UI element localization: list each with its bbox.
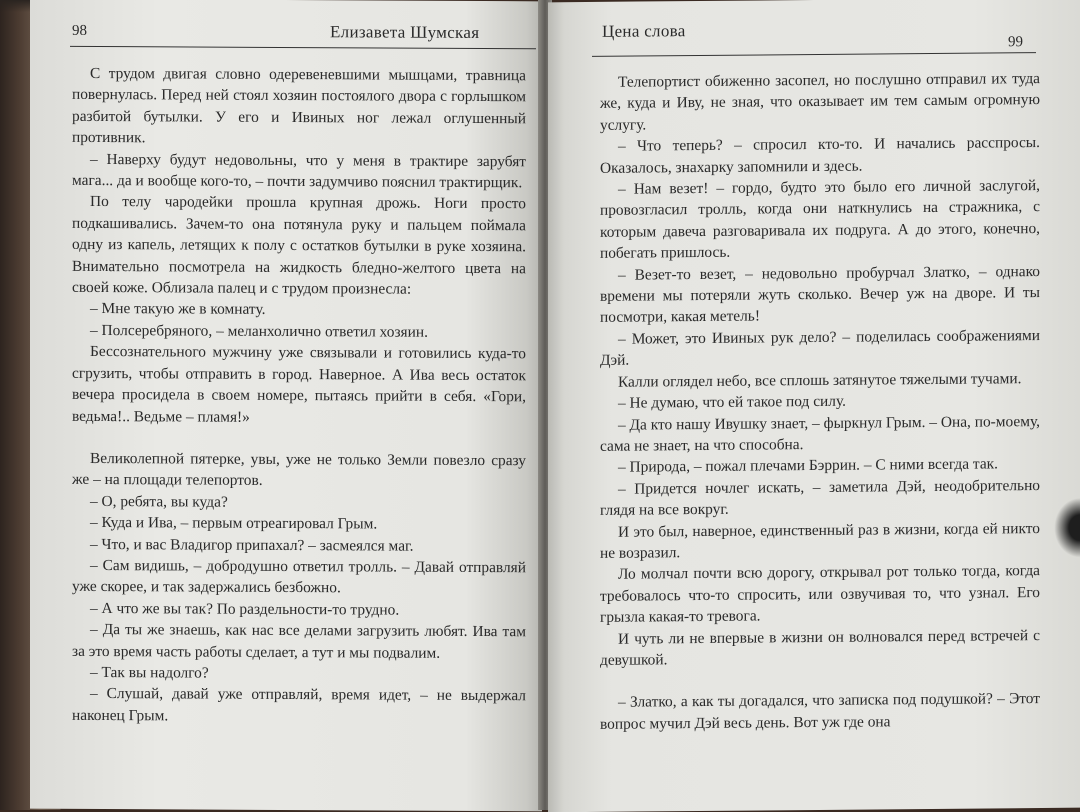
- paragraph: – Так вы надолго?: [90, 663, 209, 682]
- paragraph: – Что, и вас Владигор припахал? – засмеялся маг.: [90, 535, 414, 555]
- left-page-number: 98: [72, 22, 87, 39]
- paragraph: – Нам везет! – гордо, будто это было его личной заслугой, провозгласил тролль, когда они наткнулись на стражника, с которым давеча разговаривала их подруга. А до этого, конечно, побегать пришлось.: [600, 177, 1040, 263]
- right-header-rule: [592, 52, 1036, 57]
- right-page-text: [600, 68, 1040, 735]
- paragraph: – А что же вы так? По раздельности-то трудно.: [90, 599, 400, 619]
- paragraph: Ло молчал почти всю дорогу, открывал рот только тогда, когда требовалось что-то спросить, или озвучивая то, что узнал. Его грызла какая-то тревога.: [600, 562, 1040, 627]
- paragraph: – Мне такую же в комнату.: [90, 300, 266, 319]
- paragraph: – Сам видишь, – добродушно ответил тролль. – Давай отправляй уже скорее, и так задержались безбожно.: [72, 556, 526, 597]
- paragraph: – Полсеребряного, – меланхолично ответил хозяин.: [90, 321, 428, 341]
- paragraph: – Что теперь? – спросил кто-то. И начались расспросы. Оказалось, знахарку запомнили и здесь.: [600, 134, 1040, 177]
- paragraph: – Куда и Ива, – первым отреагировал Грым.: [90, 514, 378, 533]
- right-page: [548, 0, 1080, 812]
- paragraph: – Везет-то везет, – недовольно пробурчал Златко, – однако времени мы потеряли жуть сколько. Вечер уж на дворе. И ты посмотри, какая метель!: [600, 262, 1040, 327]
- paragraph: – Да ты же знаешь, как нас все делами загрузить любят. Ива там за это время часть работы сделает, а тут и мы подвалим.: [72, 621, 526, 662]
- paragraph: – Может, это Ивиных рук дело? – поделилась соображениями Дэй.: [600, 326, 1040, 370]
- paragraph: – О, ребята, вы куда?: [90, 492, 228, 511]
- paragraph: – Не думаю, что ей такое под силу.: [618, 392, 846, 412]
- paragraph: – Придется ночлег искать, – заметила Дэй, неодобрительно глядя на все вокруг.: [600, 476, 1040, 519]
- paragraph: Калли оглядел небо, все сплошь затянутое тяжелыми тучами.: [618, 369, 1022, 391]
- paragraph: Бессознательного мужчину уже связывали и готовились куда-то сгрузить, чтобы отправить в город. Наверное. А Ива весь остаток вечера просидела в своем номере, пытаясь прийти в себя. «Гори, ведьма!.. Ведьме – пламя!»: [72, 343, 526, 426]
- left-header-rule: [70, 46, 536, 49]
- paragraph: – Златко, а как ты догадался, что записка под подушкой? – Этот вопрос мучил Дэй весь день. Вот уж где она: [600, 690, 1040, 733]
- right-running-header: Цена слова: [602, 21, 686, 41]
- paragraph: – Слушай, давай уже отправляй, время идет, – не выдержал наконец Грым.: [72, 685, 526, 725]
- paragraph: – Наверху будут недовольны, что у меня в трактире зарубят мага... да и вообще кого-то, – почти задумчиво пояснил трактирщик.: [72, 150, 526, 192]
- right-page-number: 99: [1008, 34, 1023, 51]
- left-page-text: [72, 63, 526, 729]
- paragraph: С трудом двигая словно одеревеневшими мышцами, травница повернулась. Перед ней стоял хозяин постоялого двора с горлышком разбитой бутылки. У его и Ивиных ног лежал оглушенный противник.: [72, 64, 526, 147]
- page-corner-shadow: [1054, 498, 1080, 558]
- left-running-header: Елизавета Шумская: [330, 22, 480, 43]
- paragraph: По телу чародейки прошла крупная дрожь. Ноги просто подкашивались. Зачем-то она потянула руку и пальцем поймала одну из капель, летящих к полу с остатков бутылки в руке хозяина. Внимательно посмотрела на жидкость бледно-желтого цвета на своей коже. Облизала палец и с трудом произнесла:: [72, 193, 526, 298]
- paragraph: И это был, наверное, единственный раз в жизни, когда ей никто не возразил.: [600, 519, 1040, 562]
- left-page: [30, 0, 542, 811]
- paragraph: Великолепной пятерке, увы, уже не только Земли повезло сразу же – на площади телепортов.: [72, 449, 526, 490]
- paragraph: И чуть ли не впервые в жизни он волновался перед встречей с девушкой.: [600, 626, 1040, 669]
- paragraph: – Да кто нашу Ивушку знает, – фыркнул Грым. – Она, по-моему, сама не знает, на что способна.: [600, 412, 1040, 455]
- paragraph: Телепортист обиженно засопел, но послушно отправил их туда же, куда и Иву, не зная, что оказывает им тем самым огромную услугу.: [600, 70, 1040, 134]
- paragraph: – Природа, – пожал плечами Бэррин. – С ними всегда так.: [618, 455, 998, 477]
